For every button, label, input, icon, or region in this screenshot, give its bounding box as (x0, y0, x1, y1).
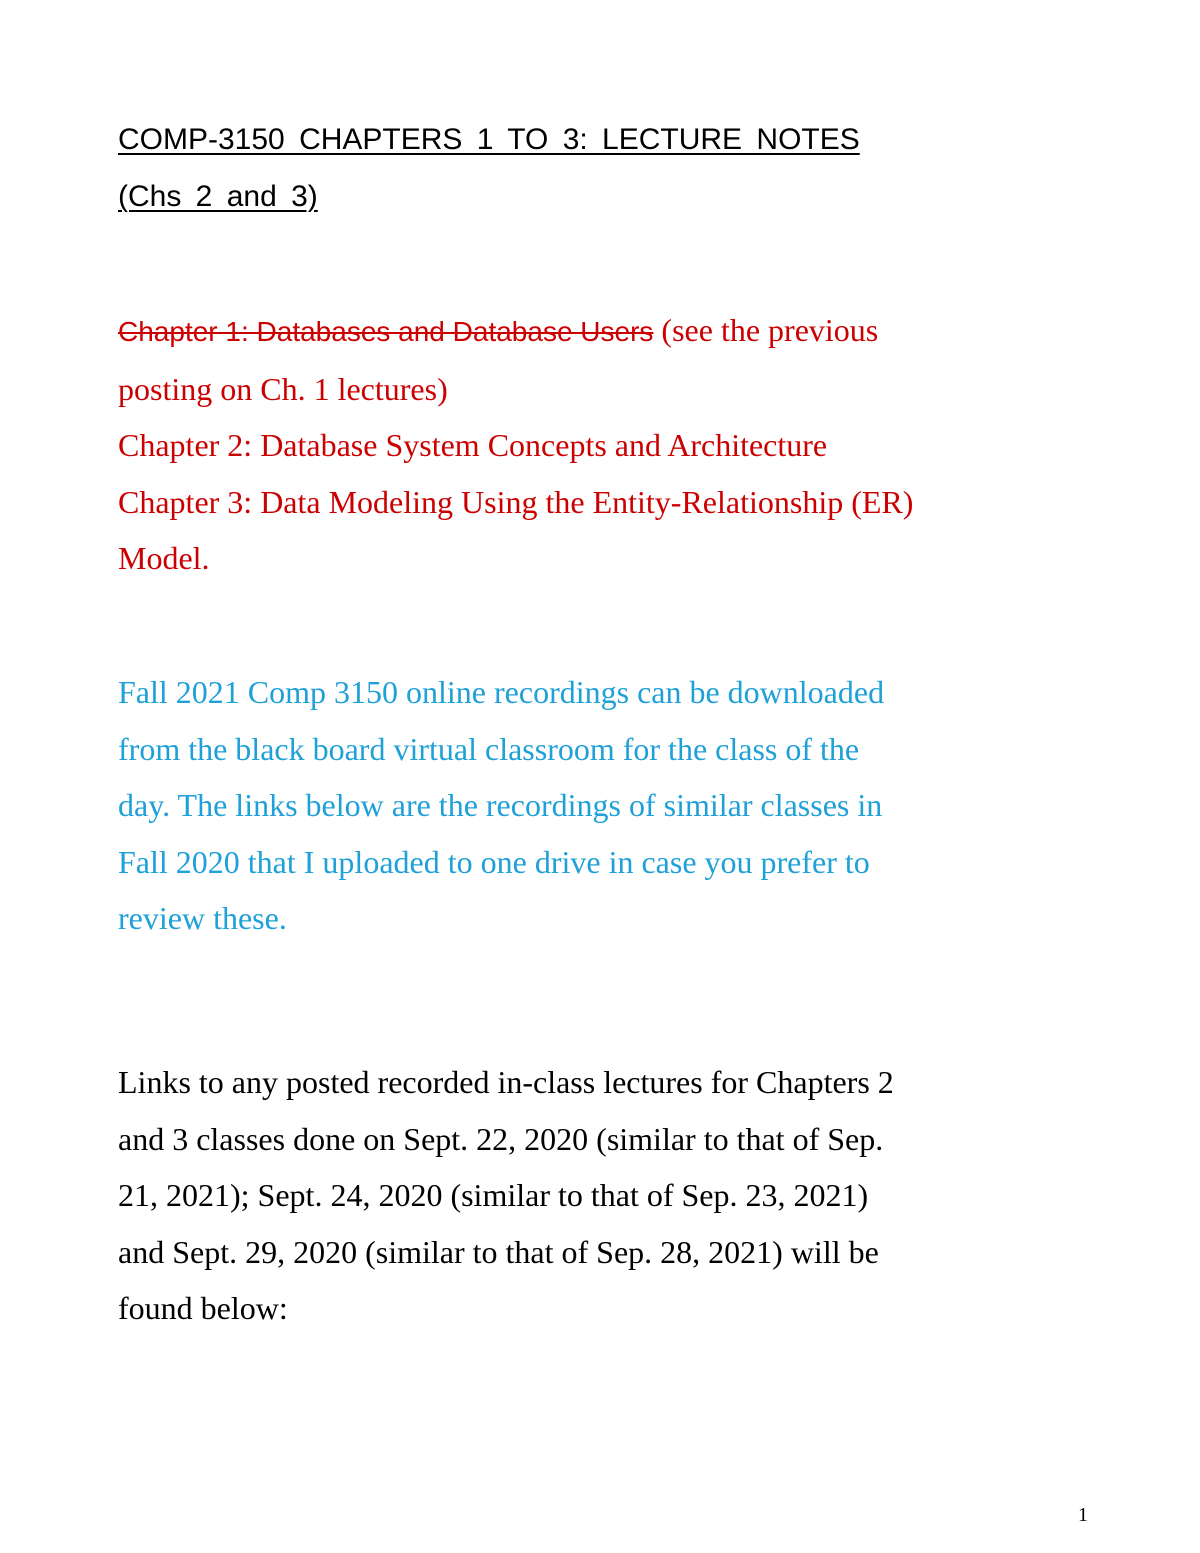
chapter-1-note-cont: posting on Ch. 1 lectures) (118, 370, 448, 407)
links-paragraph (118, 1054, 1018, 1337)
links-paragraph-line: found below: (118, 1290, 288, 1326)
recordings-note (118, 664, 1018, 947)
links-paragraph-line: 21, 2021); Sept. 24, 2020 (similar to that of Sep. 23, 2021) (118, 1177, 869, 1213)
chapter-1-label: Chapter 1: Databases and Database Users (118, 316, 654, 347)
title-line-1: COMP-3150 CHAPTERS 1 TO 3: LECTURE NOTES (118, 123, 860, 156)
recordings-note-line: day. The links below are the recordings of similar classes in (118, 787, 883, 823)
document-title (118, 111, 1038, 225)
chapter-3-line-cont: Model. (118, 540, 210, 576)
links-paragraph-line: Links to any posted recorded in-class lectures for Chapters 2 (118, 1064, 894, 1100)
recordings-note-line: Fall 2021 Comp 3150 online recordings can be downloaded (118, 674, 885, 710)
links-paragraph-line: and Sept. 29, 2020 (similar to that of Sep. 28, 2021) will be (118, 1233, 879, 1270)
links-paragraph-line: and 3 classes done on Sept. 22, 2020 (similar to that of Sep. (118, 1120, 884, 1157)
recordings-note-line: Fall 2020 that I uploaded to one drive in case you prefer to (118, 843, 870, 880)
chapter-3-line: Chapter 3: Data Modeling Using the Entity-Relationship (ER) (118, 483, 914, 520)
page-number: 1 (1078, 1504, 1088, 1526)
recordings-note-line: review these. (118, 900, 287, 936)
chapter-list (118, 302, 1018, 587)
recordings-note-line: from the black board virtual classroom for the class of the (118, 730, 860, 767)
title-line-2: (Chs 2 and 3) (118, 180, 318, 213)
chapter-2-line: Chapter 2: Database System Concepts and Architecture (118, 427, 828, 463)
chapter-1-line (118, 302, 1018, 361)
chapter-1-note: (see the previous (653, 312, 879, 348)
